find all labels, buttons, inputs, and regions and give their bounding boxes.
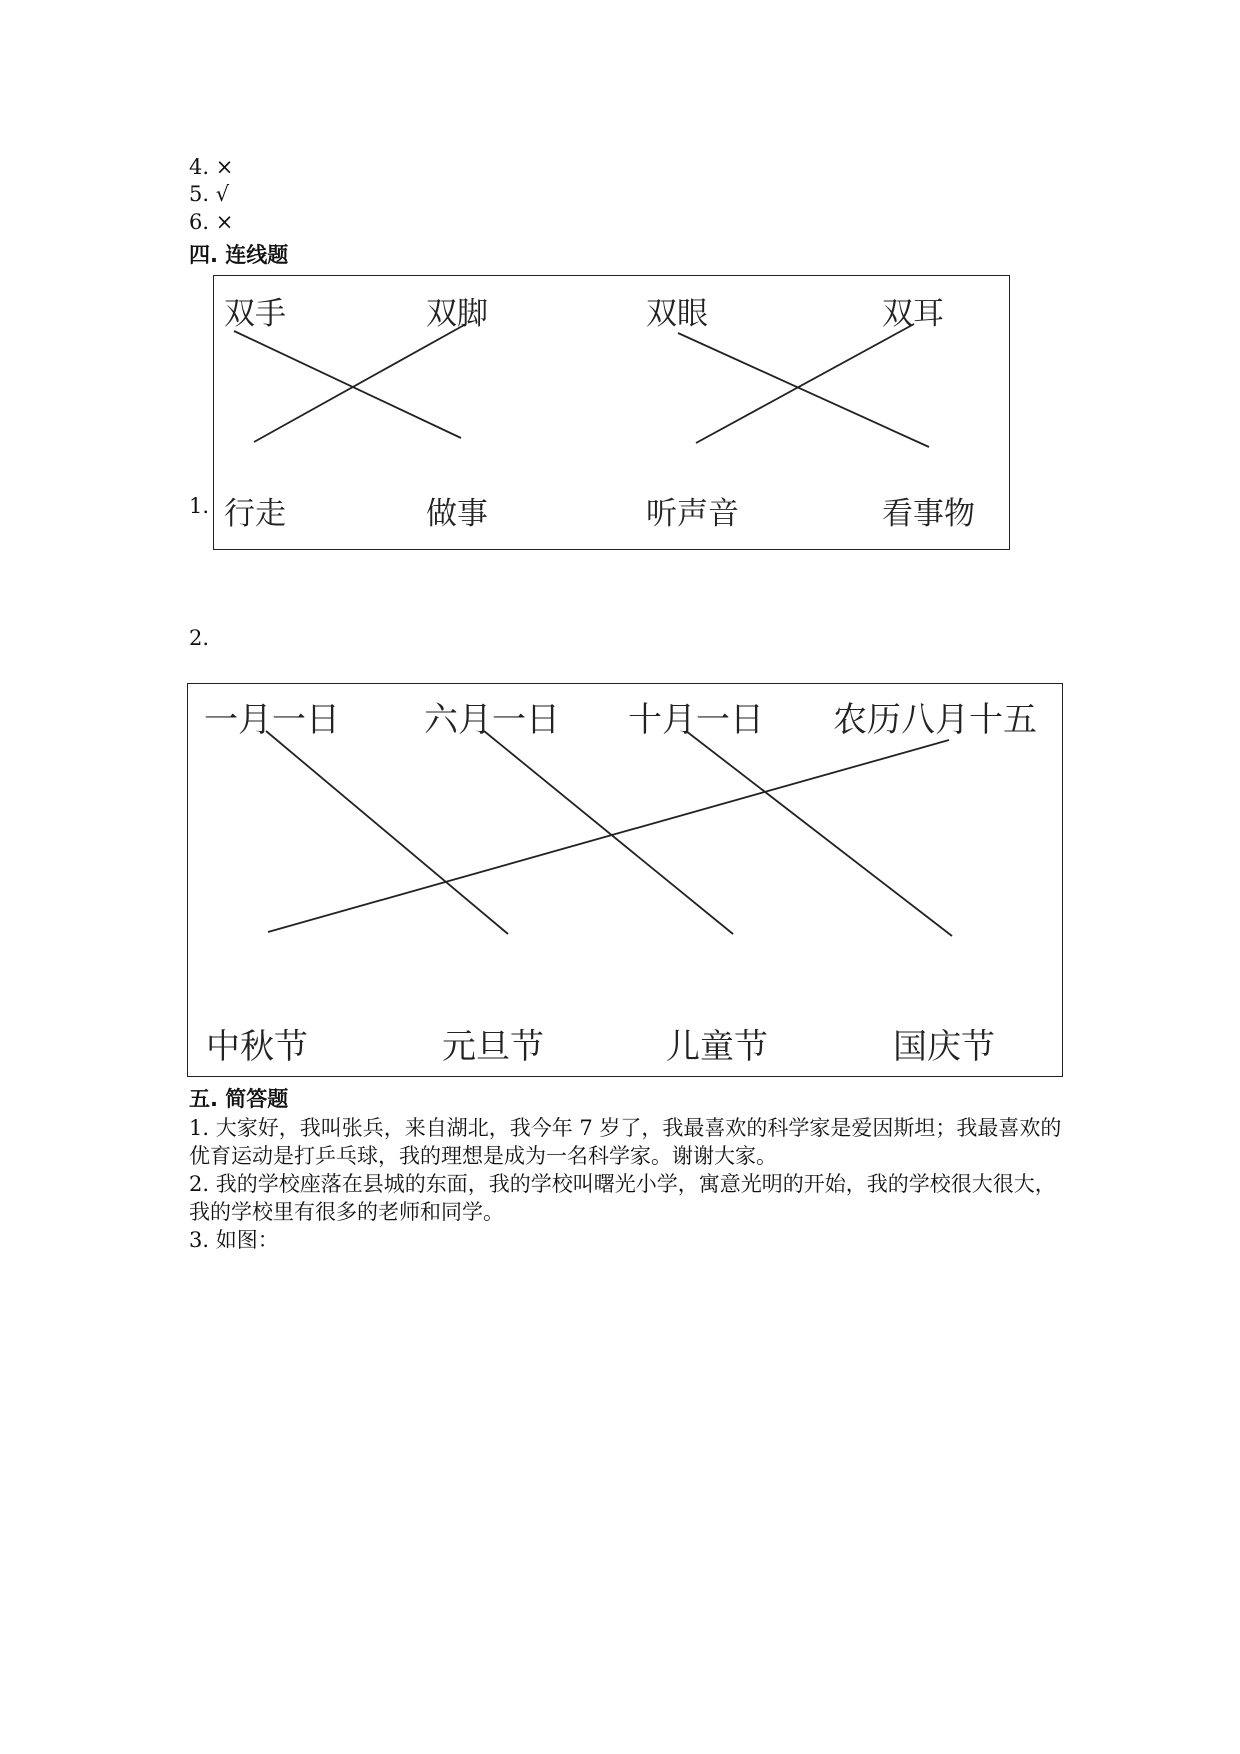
answer-4: 4. ×: [189, 155, 234, 179]
q1-bottom-item-2: 做事: [426, 496, 488, 532]
q1-top-item-1: 双手: [224, 296, 286, 332]
answer-5: 5. √: [189, 182, 230, 206]
q1-bottom-item-4: 看事物: [882, 496, 975, 532]
matching-box-1: [213, 275, 1010, 550]
q1-bottom-item-1: 行走: [224, 496, 286, 532]
q1-connection-lines: [214, 276, 1009, 549]
q1-number: 1.: [189, 494, 210, 518]
q1-top-item-2: 双脚: [426, 296, 488, 332]
q2-bottom-item-2: 元旦节: [442, 1027, 544, 1067]
q2-line-jun1-to-children: [484, 731, 733, 934]
short-answer-2: 2. 我的学校座落在县城的东面，我的学校叫曙光小学，寓意光明的开始，我的学校很大很大，我的学校里有很多的老师和同学。: [189, 1172, 1056, 1224]
q2-top-item-2: 六月一日: [424, 700, 560, 740]
short-answer-1: 1. 大家好，我叫张兵，来自湖北，我今年 7 岁了，我最喜欢的科学家是爱因斯坦；我最喜欢的优育运动是打乒乓球，我的理想是成为一名科学家。谢谢大家。: [189, 1116, 1062, 1168]
short-answers: [189, 1114, 1069, 1254]
q1-line-eyes-to-see: [678, 333, 929, 447]
q1-line-feet-to-walk: [254, 324, 466, 442]
q2-connection-lines: [188, 684, 1062, 1076]
q2-line-aug15-to-midautumn: [268, 740, 949, 932]
q1-bottom-item-3: 听声音: [646, 496, 739, 532]
q2-bottom-item-1: 中秋节: [206, 1027, 308, 1067]
q2-top-item-4: 农历八月十五: [833, 700, 1037, 740]
section-5-title: 五. 简答题: [189, 1087, 289, 1111]
q2-number: 2.: [189, 626, 210, 650]
q2-bottom-item-3: 儿童节: [666, 1027, 768, 1067]
q2-top-item-3: 十月一日: [628, 700, 764, 740]
short-answer-3: 3. 如图：: [189, 1228, 279, 1252]
answer-6: 6. ×: [189, 210, 234, 234]
q2-top-item-1: 一月一日: [204, 700, 340, 740]
q2-line-oct1-to-national: [686, 731, 952, 936]
q1-top-item-4: 双耳: [882, 296, 944, 332]
section-4-title: 四. 连线题: [189, 243, 289, 267]
q2-line-jan1-to-newyear: [266, 731, 508, 934]
q1-line-hands-to-work: [234, 331, 461, 438]
q2-bottom-item-4: 国庆节: [893, 1027, 995, 1067]
matching-box-2: [187, 683, 1063, 1077]
q1-top-item-3: 双眼: [646, 296, 708, 332]
